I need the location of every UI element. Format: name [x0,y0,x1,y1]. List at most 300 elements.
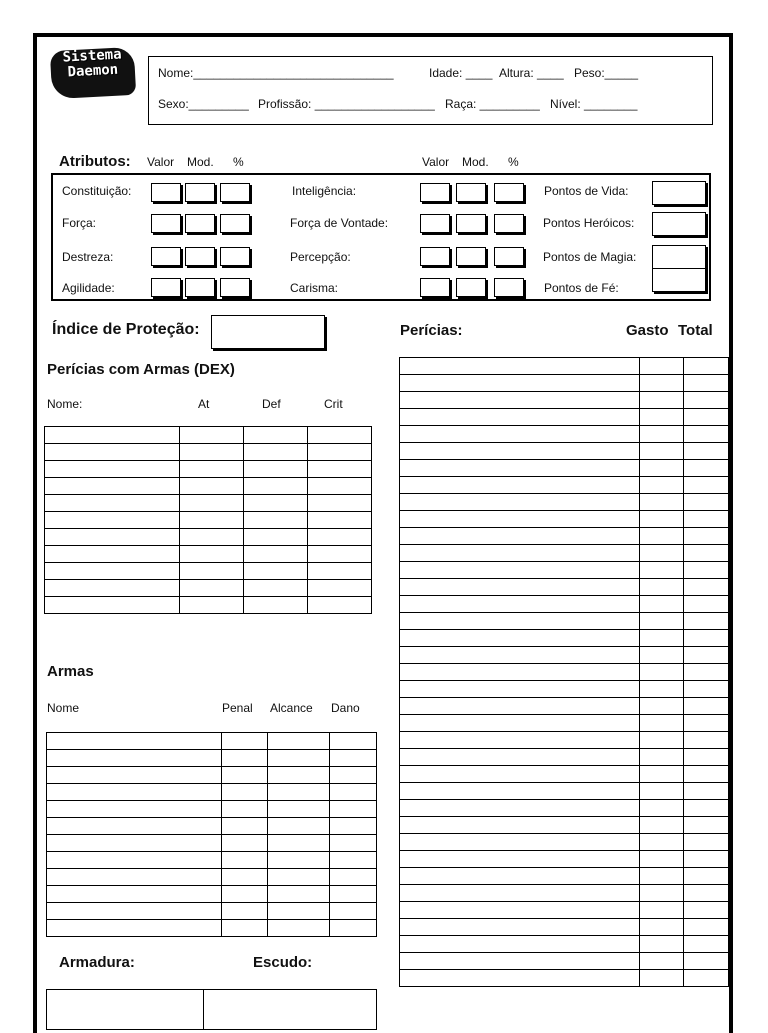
carisma-pct-box[interactable] [494,278,524,297]
weapon-row-cell[interactable] [330,818,377,835]
skill-row-cell[interactable] [640,817,684,834]
weapon-row-cell[interactable] [222,818,268,835]
skill-row-cell[interactable] [400,392,640,409]
skill-row-cell[interactable] [400,528,640,545]
weapon-skills-col-nome: Nome: [47,397,83,411]
weapon-skill-row-cell[interactable] [180,546,244,563]
skill-row-cell[interactable] [400,443,640,460]
weapon-skill-row [45,580,372,597]
skill-row [400,528,729,545]
skill-row [400,919,729,936]
skill-row-cell[interactable] [400,647,640,664]
skill-row-cell[interactable] [400,375,640,392]
skill-row-cell[interactable] [400,715,640,732]
skill-row [400,460,729,477]
sistema-daemon-logo [50,47,136,99]
skill-row-cell[interactable] [640,800,684,817]
protection-label: Índice de Proteção: [52,321,200,338]
inteligencia-mod-box[interactable] [456,183,486,202]
skill-row-cell[interactable] [640,732,684,749]
skill-row-cell[interactable] [640,715,684,732]
attributes-box [51,173,711,301]
weapon-row-cell[interactable] [268,852,330,869]
skill-row-cell[interactable] [640,647,684,664]
constituicao-mod-box[interactable] [185,183,215,202]
skill-row-cell[interactable] [400,902,640,919]
skill-row-cell[interactable] [640,919,684,936]
skill-row-cell[interactable] [684,851,729,868]
weapon-row-cell[interactable] [268,767,330,784]
skill-row-cell[interactable] [684,732,729,749]
skill-row-cell[interactable] [640,868,684,885]
skill-row-cell[interactable] [684,800,729,817]
skill-row-cell[interactable] [640,936,684,953]
weapon-skill-row-cell[interactable] [45,546,180,563]
weapon-skill-row-cell[interactable] [45,529,180,546]
skill-row-cell[interactable] [400,732,640,749]
weapon-row-cell[interactable] [330,784,377,801]
skill-row-cell[interactable] [640,664,684,681]
weapon-skill-row-cell[interactable] [180,580,244,597]
skill-row-cell[interactable] [400,630,640,647]
skill-row-cell[interactable] [640,443,684,460]
skill-row-cell[interactable] [400,664,640,681]
skill-row-cell[interactable] [640,630,684,647]
skill-row-cell[interactable] [684,919,729,936]
skill-row-cell[interactable] [684,817,729,834]
skill-row-cell[interactable] [684,936,729,953]
skill-row-cell[interactable] [400,358,640,375]
armadura-label: Armadura: [59,954,135,971]
weapon-row [47,733,377,750]
skill-row [400,766,729,783]
skill-row-cell[interactable] [640,851,684,868]
col-pct-label: % [233,155,244,169]
weapon-row-cell[interactable] [268,835,330,852]
weapon-skill-row-cell[interactable] [45,580,180,597]
agilidade-mod-box[interactable] [185,278,215,297]
weapon-skill-row-cell[interactable] [244,546,308,563]
weapon-row-cell[interactable] [222,767,268,784]
weapon-skill-row-cell[interactable] [180,597,244,614]
skill-row-cell[interactable] [640,392,684,409]
pontos-heroicos-box[interactable] [652,212,706,236]
weapon-row-cell[interactable] [268,818,330,835]
weapon-skill-row [45,529,372,546]
weapon-row-cell[interactable] [330,835,377,852]
skill-row-cell[interactable] [400,545,640,562]
skill-row-cell[interactable] [684,885,729,902]
weapon-row-cell[interactable] [47,767,222,784]
skill-row [400,426,729,443]
weapon-row-cell[interactable] [222,750,268,767]
skill-row-cell[interactable] [684,460,729,477]
weapon-row-cell[interactable] [268,733,330,750]
constituicao-valor-box[interactable] [151,183,181,202]
skill-row [400,613,729,630]
pontos-vida-box[interactable] [652,181,706,205]
skill-row-cell[interactable] [400,511,640,528]
weapon-row-cell[interactable] [47,920,222,937]
skill-row [400,630,729,647]
skill-row-cell[interactable] [684,596,729,613]
skill-row-cell[interactable] [684,868,729,885]
skill-row-cell[interactable] [640,579,684,596]
weapon-skill-row-cell[interactable] [244,597,308,614]
weapon-row-cell[interactable] [47,869,222,886]
skill-row-cell[interactable] [684,511,729,528]
weapon-skill-row-cell[interactable] [244,444,308,461]
skill-row-cell[interactable] [400,970,640,987]
pontos-magia-box[interactable] [652,245,706,269]
weapon-skill-row-cell[interactable] [308,461,372,478]
pontos-fe-box[interactable] [652,268,706,292]
skill-row-cell[interactable] [400,477,640,494]
weapon-row-cell[interactable] [330,750,377,767]
weapon-row-cell[interactable] [268,903,330,920]
weapon-row-cell[interactable] [330,869,377,886]
skill-row-cell[interactable] [684,528,729,545]
weapon-skill-row-cell[interactable] [308,495,372,512]
skill-row-cell[interactable] [400,460,640,477]
skill-row [400,902,729,919]
weapon-skill-row-cell[interactable] [244,529,308,546]
skill-row-cell[interactable] [400,766,640,783]
skill-row-cell[interactable] [684,613,729,630]
skill-row-cell[interactable] [640,749,684,766]
weapon-skill-row-cell[interactable] [308,478,372,495]
weapon-row-cell[interactable] [268,920,330,937]
weapon-skill-row-cell[interactable] [308,580,372,597]
skill-row-cell[interactable] [684,681,729,698]
skill-row-cell[interactable] [640,698,684,715]
attributes-title: Atributos: [59,153,131,170]
weapon-row-cell[interactable] [47,852,222,869]
skill-row-cell[interactable] [400,596,640,613]
skill-row-cell[interactable] [400,698,640,715]
weapon-skill-row-cell[interactable] [180,444,244,461]
weapon-row-cell[interactable] [47,835,222,852]
weapon-row-cell[interactable] [222,801,268,818]
skill-row-cell[interactable] [684,783,729,800]
skill-row-cell[interactable] [684,562,729,579]
idade-field[interactable]: Idade: ____ [429,66,493,80]
skill-row-cell[interactable] [684,664,729,681]
altura-field[interactable]: Altura: ____ [499,66,564,80]
skill-row-cell[interactable] [684,715,729,732]
weapon-row-cell[interactable] [47,801,222,818]
skill-row-cell[interactable] [684,970,729,987]
skill-row-cell[interactable] [684,647,729,664]
weapon-row [47,801,377,818]
weapon-skill-row [45,478,372,495]
col-mod-label: Mod. [187,155,214,169]
weapon-row-cell[interactable] [330,886,377,903]
inteligencia-label: Inteligência: [292,184,357,198]
skill-row-cell[interactable] [400,851,640,868]
skill-row [400,596,729,613]
percepcao-label: Percepção: [290,250,351,264]
weapon-skills-col-def: Def [262,397,281,411]
skill-row-cell[interactable] [684,375,729,392]
skills-total-header: Total [678,322,713,339]
constituicao-pct-box[interactable] [220,183,250,202]
weapon-row-cell[interactable] [222,920,268,937]
nome-field[interactable]: Nome:______________________________ [158,66,394,80]
weapon-row-cell[interactable] [222,869,268,886]
weapon-skill-row-cell[interactable] [180,461,244,478]
skill-row-cell[interactable] [684,494,729,511]
weapon-row-cell[interactable] [222,903,268,920]
weapon-skill-row-cell[interactable] [180,495,244,512]
peso-field[interactable]: Peso:_____ [574,66,639,80]
skill-row-cell[interactable] [400,579,640,596]
skill-row-cell[interactable] [684,766,729,783]
forca-vontade-pct-box[interactable] [494,214,524,233]
carisma-mod-box[interactable] [456,278,486,297]
skill-row-cell[interactable] [400,409,640,426]
destreza-mod-box[interactable] [185,247,215,266]
skill-row-cell[interactable] [640,834,684,851]
skill-row [400,851,729,868]
skill-row-cell[interactable] [640,970,684,987]
weapon-skill-row-cell[interactable] [244,427,308,444]
sexo-field[interactable]: Sexo:_________ [158,97,249,111]
skill-row [400,579,729,596]
skill-row-cell[interactable] [400,953,640,970]
skill-row-cell[interactable] [640,426,684,443]
weapon-row [47,818,377,835]
weapon-skill-row-cell[interactable] [45,444,180,461]
weapon-row-cell[interactable] [47,784,222,801]
identity-box [148,56,713,125]
weapon-skill-row-cell[interactable] [180,529,244,546]
skill-row-cell[interactable] [684,545,729,562]
skill-row-cell[interactable] [640,375,684,392]
skill-row-cell[interactable] [684,579,729,596]
skill-row-cell[interactable] [640,545,684,562]
weapon-row-cell[interactable] [222,852,268,869]
weapon-row-cell[interactable] [330,767,377,784]
weapon-row [47,835,377,852]
col-valor-label: Valor [147,155,175,169]
weapon-skill-row-cell[interactable] [180,512,244,529]
weapon-row-cell[interactable] [330,733,377,750]
weapon-row-cell[interactable] [330,903,377,920]
skill-row-cell[interactable] [640,783,684,800]
profissao-field[interactable]: Profissão: __________________ [258,97,435,111]
skill-row-cell[interactable] [400,800,640,817]
protection-box[interactable] [211,315,325,349]
carisma-valor-box[interactable] [420,278,450,297]
skill-row-cell[interactable] [400,749,640,766]
skill-row-cell[interactable] [640,885,684,902]
weapon-skill-row-cell[interactable] [45,495,180,512]
weapon-skill-row-cell[interactable] [308,597,372,614]
weapon-row [47,903,377,920]
weapon-row-cell[interactable] [222,784,268,801]
agilidade-pct-box[interactable] [220,278,250,297]
skill-row [400,749,729,766]
weapon-row-cell[interactable] [47,886,222,903]
skill-row-cell[interactable] [400,426,640,443]
forca-pct-box[interactable] [220,214,250,233]
weapons-title: Armas [47,663,94,680]
skill-row-cell[interactable] [684,834,729,851]
weapon-skill-row-cell[interactable] [308,512,372,529]
forca-vontade-valor-box[interactable] [420,214,450,233]
weapon-skill-row-cell[interactable] [244,478,308,495]
skill-row-cell[interactable] [400,681,640,698]
weapon-skill-row-cell[interactable] [45,461,180,478]
weapon-skill-row-cell[interactable] [45,427,180,444]
skill-row-cell[interactable] [684,630,729,647]
weapon-skill-row [45,597,372,614]
weapon-row [47,750,377,767]
weapon-row-cell[interactable] [222,835,268,852]
weapon-row-cell[interactable] [330,852,377,869]
raca-field[interactable]: Raça: _________ [445,97,540,111]
skill-row-cell[interactable] [640,511,684,528]
skill-row-cell[interactable] [640,358,684,375]
skill-row-cell[interactable] [400,817,640,834]
skill-row-cell[interactable] [640,953,684,970]
skill-row [400,681,729,698]
weapon-skill-row-cell[interactable] [244,563,308,580]
weapon-skills-col-at: At [198,397,210,411]
weapon-skill-row-cell[interactable] [308,444,372,461]
weapon-row-cell[interactable] [268,784,330,801]
logo-line-2: Daemon [67,61,119,81]
weapon-skill-row-cell[interactable] [45,478,180,495]
skill-row-cell[interactable] [400,936,640,953]
skill-row-cell[interactable] [684,698,729,715]
skill-row-cell[interactable] [400,868,640,885]
skill-row-cell[interactable] [400,919,640,936]
skill-row-cell[interactable] [684,426,729,443]
skill-row-cell[interactable] [684,443,729,460]
skill-row-cell[interactable] [640,902,684,919]
weapon-skill-row-cell[interactable] [180,478,244,495]
skill-row [400,868,729,885]
weapon-skill-row-cell[interactable] [308,427,372,444]
skill-row-cell[interactable] [640,562,684,579]
agilidade-label: Agilidade: [62,281,115,295]
weapon-row-cell[interactable] [330,801,377,818]
skill-row-cell[interactable] [400,783,640,800]
weapon-row-cell[interactable] [268,869,330,886]
skill-row-cell[interactable] [684,358,729,375]
weapon-row [47,767,377,784]
inteligencia-pct-box[interactable] [494,183,524,202]
skill-row-cell[interactable] [400,834,640,851]
skill-row [400,358,729,375]
weapon-skill-row [45,444,372,461]
character-sheet [33,33,733,1033]
percepcao-pct-box[interactable] [494,247,524,266]
skill-row-cell[interactable] [400,885,640,902]
weapon-row-cell[interactable] [47,733,222,750]
pontos-fe-label: Pontos de Fé: [544,281,619,295]
destreza-label: Destreza: [62,250,114,264]
weapon-row-cell[interactable] [268,886,330,903]
escudo-label: Escudo: [253,954,313,971]
weapon-row-cell[interactable] [47,903,222,920]
forca-vontade-mod-box[interactable] [456,214,486,233]
weapon-skill-row [45,546,372,563]
forca-valor-box[interactable] [151,214,181,233]
forca-mod-box[interactable] [185,214,215,233]
weapon-skill-row-cell[interactable] [308,546,372,563]
skill-row-cell[interactable] [400,494,640,511]
pontos-vida-label: Pontos de Vida: [544,184,629,198]
weapon-skill-row-cell[interactable] [244,461,308,478]
agilidade-valor-box[interactable] [151,278,181,297]
weapon-skill-row-cell[interactable] [45,563,180,580]
skill-row-cell[interactable] [640,494,684,511]
skills-title: Perícias: [400,322,463,339]
inteligencia-valor-box[interactable] [420,183,450,202]
skill-row-cell[interactable] [684,749,729,766]
weapon-row [47,920,377,937]
weapon-row-cell[interactable] [268,750,330,767]
weapon-skill-row [45,461,372,478]
weapon-skill-row-cell[interactable] [244,580,308,597]
weapon-skill-row-cell[interactable] [180,563,244,580]
skill-row-cell[interactable] [640,477,684,494]
skill-row-cell[interactable] [640,460,684,477]
weapon-skill-row-cell[interactable] [244,495,308,512]
skill-row-cell[interactable] [640,528,684,545]
weapon-row-cell[interactable] [330,920,377,937]
weapon-row [47,852,377,869]
weapon-skill-row-cell[interactable] [244,512,308,529]
weapon-skill-row-cell[interactable] [308,529,372,546]
skill-row-cell[interactable] [400,613,640,630]
percepcao-mod-box[interactable] [456,247,486,266]
weapon-row-cell[interactable] [47,818,222,835]
nivel-field[interactable]: Nível: ________ [550,97,638,111]
weapon-skill-row-cell[interactable] [45,512,180,529]
skill-row-cell[interactable] [684,409,729,426]
weapon-skill-row-cell[interactable] [180,427,244,444]
skill-row-cell[interactable] [684,953,729,970]
weapon-row-cell[interactable] [268,801,330,818]
skill-row-cell[interactable] [640,596,684,613]
destreza-pct-box[interactable] [220,247,250,266]
skill-row-cell[interactable] [684,392,729,409]
skill-row-cell[interactable] [640,766,684,783]
weapon-skill-row-cell[interactable] [45,597,180,614]
weapon-row-cell[interactable] [222,886,268,903]
percepcao-valor-box[interactable] [420,247,450,266]
skill-row [400,936,729,953]
skill-row [400,511,729,528]
skill-row-cell[interactable] [640,409,684,426]
weapon-skill-row-cell[interactable] [308,563,372,580]
weapon-row-cell[interactable] [222,733,268,750]
skill-row-cell[interactable] [684,902,729,919]
weapon-row-cell[interactable] [47,750,222,767]
skill-row-cell[interactable] [640,681,684,698]
skill-row [400,885,729,902]
weapon-skill-row [45,427,372,444]
skill-row-cell[interactable] [640,613,684,630]
destreza-valor-box[interactable] [151,247,181,266]
skills-table [399,357,729,987]
skill-row-cell[interactable] [684,477,729,494]
skill-row-cell[interactable] [400,562,640,579]
